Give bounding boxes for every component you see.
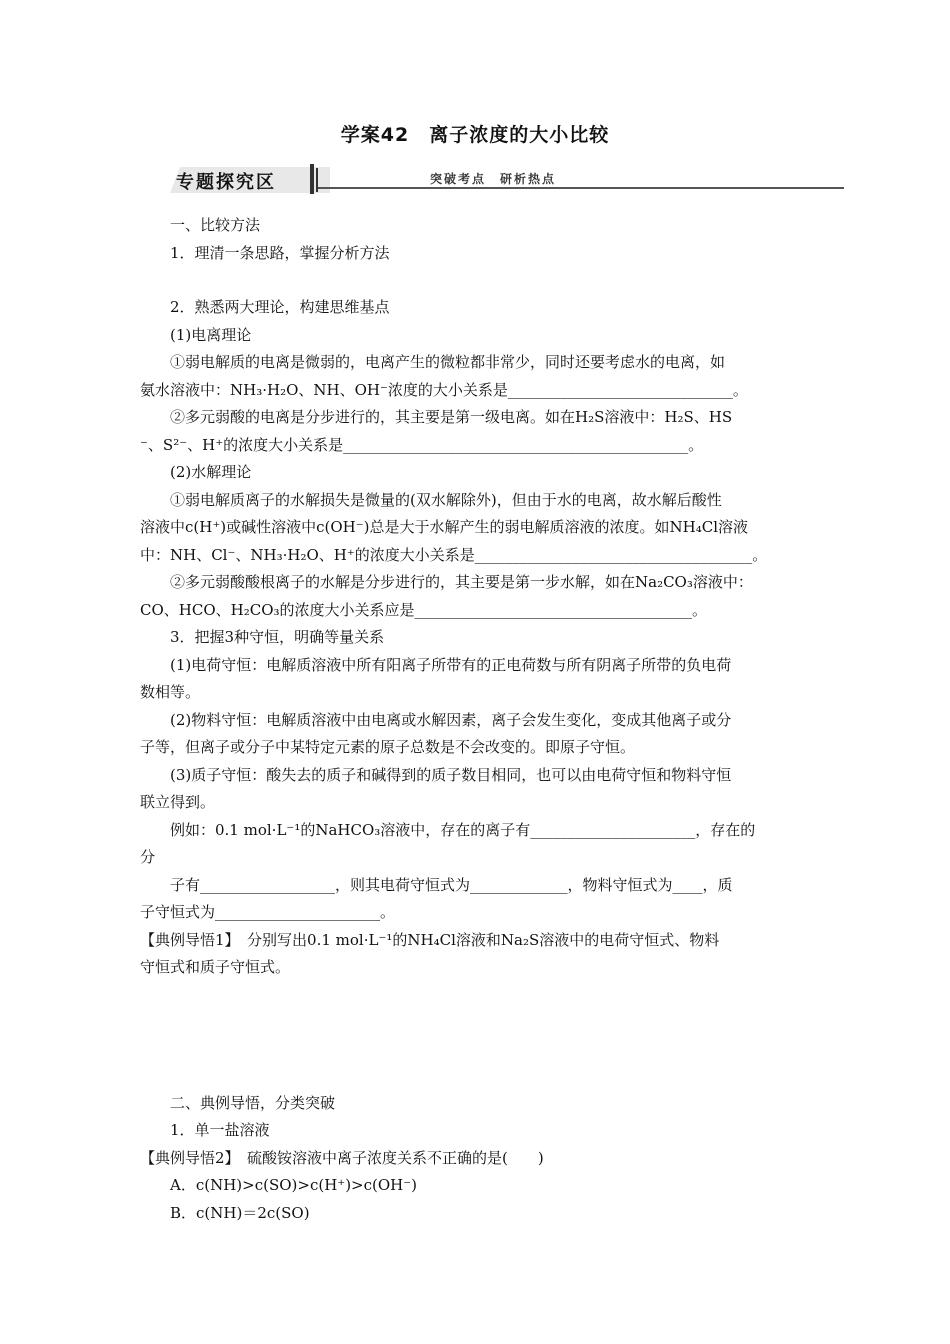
paragraph-line: 氨水溶液中：NH₃·H₂O、NH、OH⁻浓度的大小关系是______________________________。 (140, 380, 748, 399)
paragraph-line: 数相等。 (140, 683, 201, 701)
paragraph-line: 联立得到。 (140, 793, 216, 811)
paragraph-line: CO、HCO、H₂CO₃的浓度大小关系应是_____________________________________。 (140, 600, 708, 619)
paragraph-line: (3)质子守恒：酸失去的质子和碱得到的质子数目相同，也可以由电荷守恒和物料守恒 (170, 765, 732, 784)
example-question: 【典例导悟2】 硫酸铵溶液中离子浓度关系不正确的是( ) (140, 1148, 544, 1167)
paragraph-line: ⁻、S²⁻、H⁺的浓度大小关系是______________________________________________。 (140, 435, 704, 454)
paragraph-line: ①弱电解质的电离是微弱的，电离产生的微粒都非常少，同时还要考虑水的电离，如 (170, 353, 726, 371)
banner-rule (318, 187, 844, 189)
paragraph-label: (1)电离理论 (170, 325, 252, 344)
paragraph-line: 子等，但离子或分子中某特定元素的原子总数是不会改变的。即原子守恒。 (140, 738, 636, 756)
paragraph-line: (1)电荷守恒：电解质溶液中所有阳离子所带有的正电荷数与所有阴离子所带的负电荷 (170, 655, 732, 674)
paragraph-line: 例如：0.1 mol·L⁻¹的NaHCO₃溶液中，存在的离子有______________________，存在的 (170, 820, 756, 839)
paragraph-line: ②多元弱酸酸根离子的水解是分步进行的，其主要是第一步水解，如在Na₂CO₃溶液中： (170, 573, 753, 591)
page-title: 学案42 离子浓度的大小比较 (340, 124, 610, 146)
subheading: 1．理清一条思路，掌握分析方法 (170, 243, 390, 262)
banner-divider (310, 164, 314, 194)
paragraph-line: 守恒式和质子守恒式。 (140, 958, 291, 976)
section-heading: 二、典例导悟，分类突破 (170, 1093, 336, 1112)
subheading: 1．单一盐溶液 (170, 1121, 270, 1139)
paragraph-line: ②多元弱酸的电离是分步进行的，其主要是第一级电离。如在H₂S溶液中：H₂S、HS (170, 408, 733, 426)
subheading: 3．把握3种守恒，明确等量关系 (170, 628, 385, 646)
paragraph-line: 溶液中c(H⁺)或碱性溶液中c(OH⁻)总是大于水解产生的弱电解质溶液的浓度。如NH₄Cl溶液 (140, 518, 749, 536)
option-a: A．c(NH)>c(SO)>c(H⁺)>c(OH⁻) (170, 1176, 418, 1194)
section-heading: 一、比较方法 (170, 216, 261, 234)
document-body (140, 212, 820, 1227)
paragraph-label: (2)水解理论 (170, 463, 252, 481)
banner-label: 专题探究区 (176, 172, 276, 193)
section-banner (140, 164, 844, 194)
paragraph-line: 子守恒式为______________________。 (140, 903, 396, 921)
paragraph-line: 子有__________________，则其电荷守恒式为_____________，物料守恒式为____，质 (170, 875, 733, 894)
paragraph-line: 分 (140, 848, 156, 866)
paragraph-line: ①弱电解质离子的水解损失是微量的(双水解除外)，但由于水的电离，故水解后酸性 (170, 490, 722, 509)
paragraph-line: (2)物料守恒：电解质溶液中由电离或水解因素，离子会发生变化，变成其他离子或分 (170, 710, 732, 729)
example-question: 【典例导悟1】 分别写出0.1 mol·L⁻¹的NH₄Cl溶液和Na₂S溶液中的电荷守恒式、物料 (140, 930, 720, 949)
paragraph-line: 中：NH、Cl⁻、NH₃·H₂O、H⁺的浓度大小关系是_____________________________________。 (140, 545, 768, 564)
option-b: B．c(NH)＝2c(SO) (170, 1203, 310, 1222)
banner-subtitle: 突破考点 研析热点 (430, 172, 557, 186)
subheading: 2．熟悉两大理论，构建思维基点 (170, 298, 390, 316)
